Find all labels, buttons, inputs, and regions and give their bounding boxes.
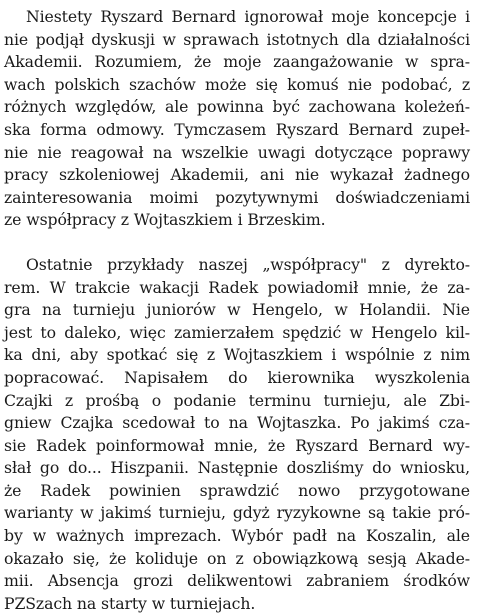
text-line: gra na turnieju juniorów w Hengelo, w Holandii. Nie — [4, 300, 470, 320]
text-line: warianty w jakimś turnieju, gdyż ryzykowne są takie pró- — [4, 503, 470, 523]
text-line: ka dni, aby spotkać się z Wojtaszkiem i wspólnie z nim — [4, 345, 470, 365]
text-line: że Radek powinien sprawdzić nowo przygotowane — [4, 480, 470, 500]
text-line: popracować. Napisałem do kierownika wyszkolenia — [4, 367, 470, 387]
text-line: Niestety Ryszard Bernard ignorował moje koncepcje i — [26, 7, 470, 26]
text-line: jest to daleko, więc zamierzałem spędzić w Hengelo kil- — [4, 322, 470, 342]
text-line: zainteresowania moimi pozytywnymi doświadczeniami — [4, 187, 470, 207]
text-line: rem. W trakcie wakacji Radek powiadomił mnie, że za- — [4, 277, 470, 297]
text-line: różnych względów, ale powinna być zachowana koleżeń- — [4, 97, 470, 117]
text-line: nie podjął dyskusji w sprawach istotnych dla działalności — [4, 29, 470, 49]
text-line: słał go do... Hiszpanii. Następnie doszliśmy do wniosku, — [4, 458, 470, 478]
text-line: Czajki z prośbą o podanie terminu turnieju, ale Zbi- — [4, 390, 470, 410]
paragraph-1 — [4, 6, 470, 232]
text-line: nie nie reagował na wszelkie uwagi dotyczące poprawy — [4, 142, 470, 162]
paragraph-2 — [4, 254, 470, 615]
text-line: pracy szkoleniowej Akademii, ani nie wykazał żadnego — [4, 165, 470, 185]
text-line: wach polskich szachów może się komuś nie podobać, z — [4, 74, 470, 94]
text-line: okazało się, że koliduje on z obowiązkową sesją Akade- — [4, 548, 470, 568]
text-line: PZSzach na starty w turniejach. — [4, 593, 256, 613]
text-line: Ostatnie przykłady naszej „współpracy" z dyrekto- — [26, 254, 470, 274]
text-line: ze współpracy z Wojtaszkiem i Brzeskim. — [4, 210, 326, 230]
text-line: mii. Absencja grozi delikwentowi zabraniem środków — [4, 571, 470, 591]
text-line: sie Radek poinformował mnie, że Ryszard Bernard wy- — [4, 435, 470, 455]
document-page — [4, 6, 470, 615]
text-line: Akademii. Rozumiem, że moje zaangażowanie w spra- — [4, 52, 470, 72]
text-line: gniew Czajka scedował to na Wojtaszka. Po jakimś cza- — [4, 413, 470, 433]
text-line: by w ważnych imprezach. Wybór padł na Koszalin, ale — [4, 526, 470, 546]
text-line: ska forma odmowy. Tymczasem Ryszard Bernard zupeł- — [4, 119, 470, 139]
